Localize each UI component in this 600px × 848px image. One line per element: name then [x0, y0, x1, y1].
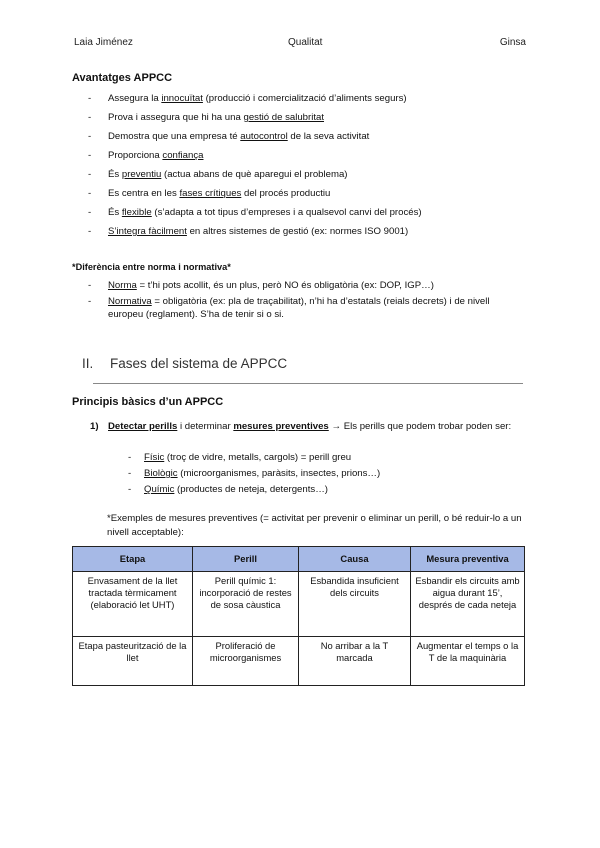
- principle-number: 1): [90, 421, 99, 432]
- list-item: - Físic (troç de vidre, metalls, cargols) = perill greu: [128, 452, 352, 463]
- table-cell: Esbandir els circuits amb aigua durant 15’, després de cada neteja: [411, 572, 525, 637]
- difference-title: *Diferència entre norma i normativa*: [72, 262, 231, 272]
- list-item: - És flexible (s’adapta a tot tipus d’empreses i a qualsevol canvi del procés): [88, 207, 422, 218]
- example-note: *Exemples de mesures preventives (= activitat per prevenir o eliminar un perill, o bé reduir-lo a un nivell acceptable):: [107, 513, 522, 538]
- hazard-list: [128, 451, 380, 499]
- header-course: Ginsa: [499, 37, 526, 48]
- advantages-list: [88, 92, 422, 244]
- list-item: - S’integra fàcilment en altres sistemes de gestió (ex: normes ISO 9001): [88, 226, 409, 237]
- table-cell: Envasament de la llet tractada tèrmicament (elaboració let UHT): [73, 572, 193, 637]
- table-cell: Proliferació de microorganismes: [193, 637, 299, 686]
- section-heading: [82, 356, 287, 371]
- table-header-cell: Causa: [299, 547, 411, 572]
- list-item: - Assegura la innocuïtat (producció i comercialització d’aliments segurs): [88, 93, 407, 104]
- list-item: - Biològic (microorganismes, paràsits, insectes, prions…): [128, 468, 381, 479]
- principles-title: Principis bàsics d’un APPCC: [72, 396, 224, 408]
- list-item: - Químic (productes de neteja, detergents…): [128, 484, 328, 495]
- preventive-measures-table: [72, 546, 525, 686]
- section-divider: [93, 383, 523, 384]
- list-item: - Es centra en les fases crítiques del procés productiu: [88, 188, 331, 199]
- list-item: - Norma = t’hi pots acollit, és un plus, però NO és obligatòria (ex: DOP, IGP…): [88, 280, 434, 291]
- principle-item-1: 1) Detectar perills i determinar mesures preventives → Els perills que podem trobar poden ser:: [90, 421, 512, 432]
- table-cell: Etapa pasteurització de la llet: [73, 637, 193, 686]
- table-cell: Esbandida insuficient dels circuits: [299, 572, 411, 637]
- table-header-cell: Mesura preventiva: [411, 547, 525, 572]
- section-title: Fases del sistema de APPCC: [110, 356, 288, 371]
- table-cell: Perill químic 1: incorporació de restes de sosa càustica: [193, 572, 299, 637]
- list-item: - Normativa = obligatòria (ex: pla de traçabilitat), n’hi ha d’estatals (reials decrets) i de nivell europeu (reglament). S’ha de tenir si o si.: [88, 296, 490, 320]
- section-number: II.: [82, 356, 94, 371]
- table-row: [73, 572, 525, 637]
- table-cell: Augmentar el temps o la T de la maquinària: [411, 637, 525, 686]
- list-item: - Proporciona confiança: [88, 150, 204, 161]
- table-row: [73, 637, 525, 686]
- header-author: Laia Jiménez: [74, 37, 133, 48]
- difference-list: [88, 279, 526, 324]
- list-item: - És preventiu (actua abans de què aparegui el problema): [88, 169, 348, 180]
- table-header-cell: Etapa: [73, 547, 193, 572]
- table-cell: No arribar a la T marcada: [299, 637, 411, 686]
- list-item: - Demostra que una empresa té autocontrol de la seva activitat: [88, 131, 370, 142]
- list-item: - Prova i assegura que hi ha una gestió de salubritat: [88, 112, 325, 123]
- advantages-title: Avantatges APPCC: [72, 72, 173, 84]
- table-header-cell: Perill: [193, 547, 299, 572]
- table-header-row: [73, 547, 525, 572]
- header-subject: Qualitat: [288, 37, 323, 48]
